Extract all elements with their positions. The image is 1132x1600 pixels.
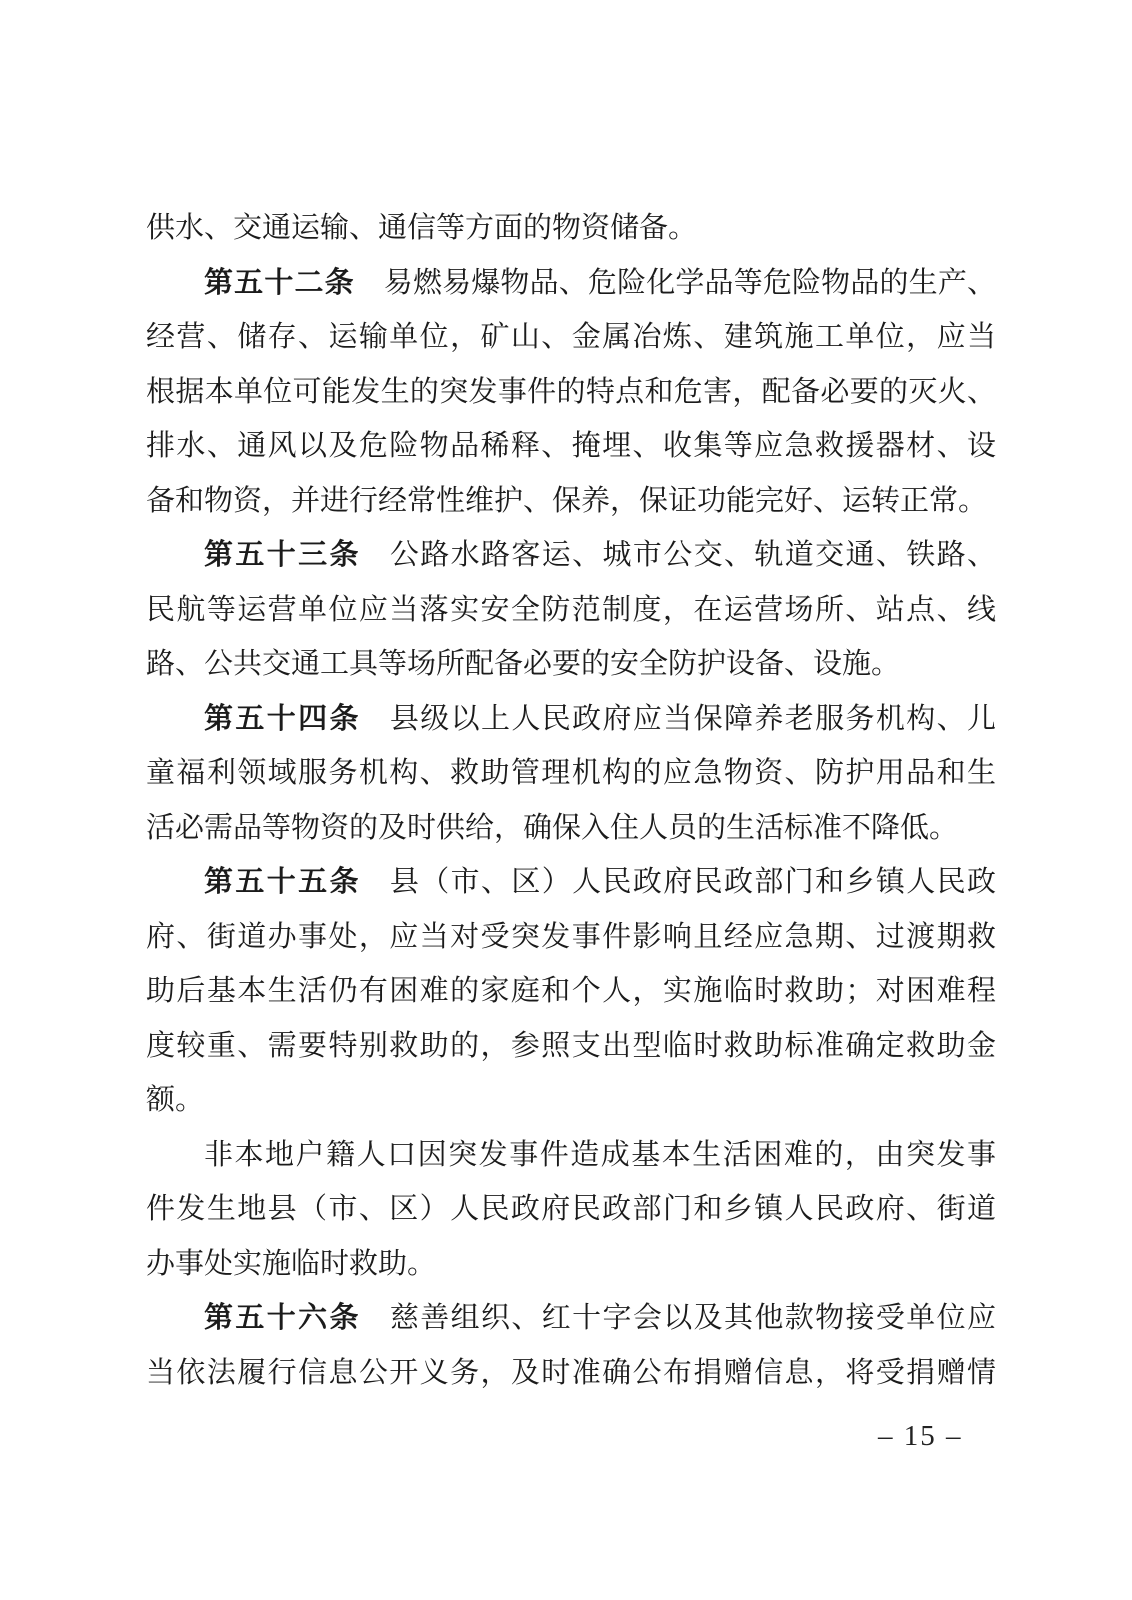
article-number: 第五十二条 xyxy=(204,266,355,299)
text-line: 助后基本生活仍有困难的家庭和个人，实施临时救助；对困难程 xyxy=(146,975,996,1007)
text-line: 备和物资，并进行经常性维护、保养，保证功能完好、运转正常。 xyxy=(146,484,988,517)
article-number: 第五十五条 xyxy=(204,866,361,898)
text-line xyxy=(146,528,996,583)
text-line xyxy=(146,855,996,910)
text-line xyxy=(146,256,996,311)
document-body xyxy=(146,201,996,1400)
text-line: 供水、交通运输、通信等方面的物资储备。 xyxy=(146,212,698,244)
text-line: 办事处实施临时救助。 xyxy=(146,1247,437,1280)
text-line xyxy=(146,692,996,747)
article-number: 第五十三条 xyxy=(204,539,361,571)
text-line: 度较重、需要特别救助的，参照支出型临时救助标准确定救助金 xyxy=(146,1029,996,1062)
line-text: 慈善组织、红十字会以及其他款物接受单位应 xyxy=(389,1302,996,1334)
text-line: 活必需品等物资的及时供给，确保入住人员的生活标准不降低。 xyxy=(146,811,959,844)
text-line: 额。 xyxy=(146,1084,205,1116)
article-number: 第五十四条 xyxy=(204,702,361,735)
line-text: 县级以上人民政府应当保障养老服务机构、儿 xyxy=(389,702,996,735)
text-line xyxy=(146,1291,996,1346)
text-line: 当依法履行信息公开义务，及时准确公布捐赠信息，将受捐赠情 xyxy=(146,1356,996,1389)
text-line: 民航等运营单位应当落实安全防范制度，在运营场所、站点、线 xyxy=(146,593,996,626)
article-number: 第五十六条 xyxy=(204,1302,361,1334)
text-line: 府、街道办事处，应当对受突发事件影响且经应急期、过渡期救 xyxy=(146,920,996,953)
text-line: 排水、通风以及危险物品稀释、掩埋、收集等应急救援器材、设 xyxy=(146,430,996,462)
text-line: 路、公共交通工具等场所配备必要的安全防护设备、设施。 xyxy=(146,648,901,680)
text-line: 非本地户籍人口因突发事件造成基本生活困难的，由突发事 xyxy=(204,1138,996,1171)
line-text: 县（市、区）人民政府民政部门和乡镇人民政 xyxy=(389,866,996,898)
text-line: 经营、储存、运输单位，矿山、金属冶炼、建筑施工单位，应当 xyxy=(146,321,996,353)
page-number: – 15 – xyxy=(878,1420,963,1452)
text-line: 根据本单位可能发生的突发事件的特点和危害，配备必要的灭火、 xyxy=(146,375,996,408)
line-text: 公路水路客运、城市公交、轨道交通、铁路、 xyxy=(389,539,996,571)
text-line: 童福利领域服务机构、救助管理机构的应急物资、防护用品和生 xyxy=(146,757,996,789)
text-line: 件发生地县（市、区）人民政府民政部门和乡镇人民政府、街道 xyxy=(146,1193,996,1225)
line-text: 易燃易爆物品、危险化学品等危险物品的生产、 xyxy=(383,266,996,299)
